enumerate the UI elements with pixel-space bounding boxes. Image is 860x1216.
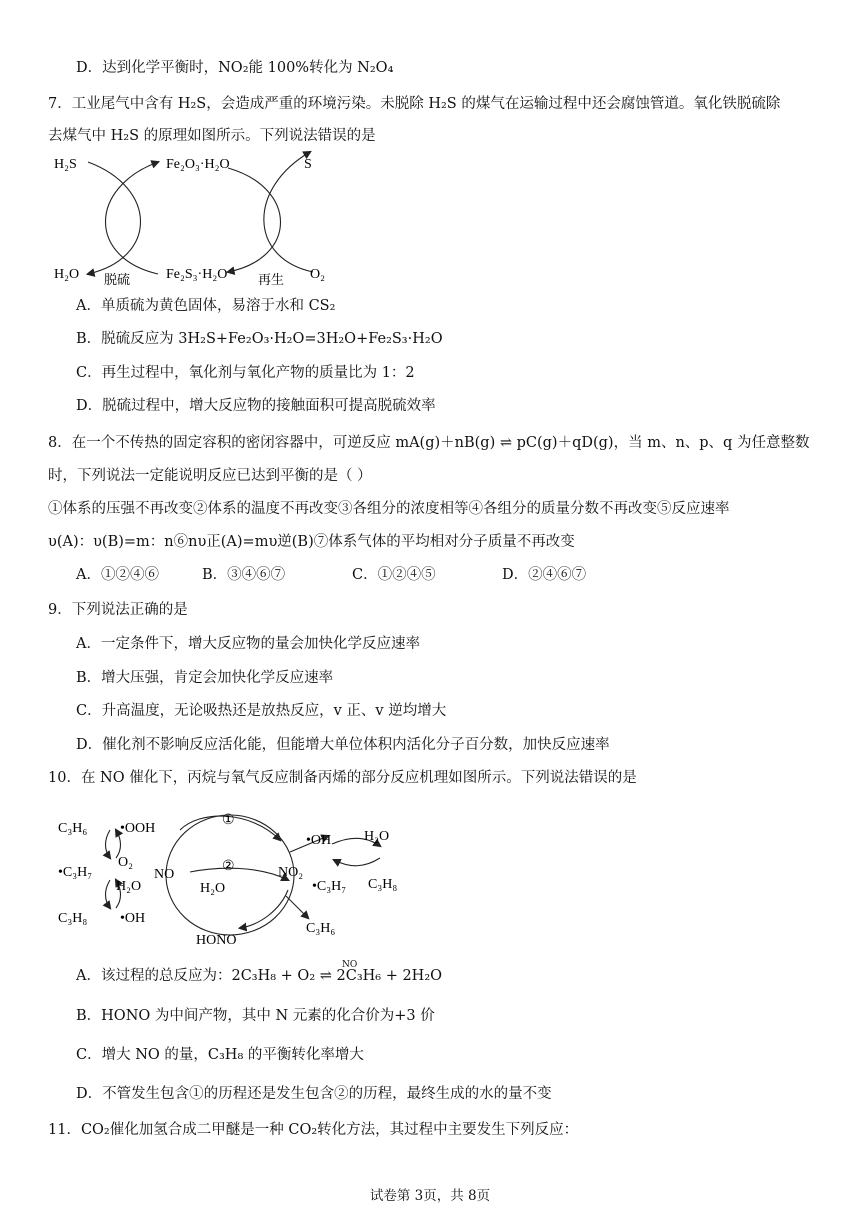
- path-1-marker: ①: [222, 813, 235, 828]
- q9-option-b: B．增大压强，肯定会加快化学反应速率: [76, 670, 334, 686]
- s-label: S: [304, 157, 312, 172]
- q7-option-b: B．脱硫反应为 3H₂S+Fe₂O₃·H₂O=3H₂O+Fe₂S₃·H₂O: [76, 331, 443, 347]
- c3h6-label-a: C₃H₆: [58, 821, 88, 836]
- c3h8-label-a: C₃H₈: [58, 911, 88, 926]
- fe2o3-label: Fe₂O₃·H₂O: [166, 157, 230, 172]
- c3h7-label-b: •C₃H₇: [312, 879, 347, 894]
- q8-stem-3: ①体系的压强不再改变②体系的温度不再改变③各组分的浓度相等④各组分的质量分数不再改变⑤反应速率: [48, 501, 730, 517]
- q10-option-b: B．HONO 为中间产物，其中 N 元素的化合价为+3 价: [76, 1008, 435, 1024]
- h2o-label-b: H₂O: [364, 829, 390, 844]
- q9-stem: 9．下列说法正确的是: [48, 602, 188, 618]
- q11-stem: 11．CO₂催化加氢合成二甲醚是一种 CO₂转化方法，其过程中主要发生下列反应：: [48, 1122, 579, 1138]
- q8-stem-2: 时，下列说法一定能说明反应已达到平衡的是（ ）: [48, 468, 372, 484]
- q9-option-d: D．催化剂不影响反应活化能，但能增大单位体积内活化分子百分数，加快反应速率: [76, 737, 610, 753]
- catalyst-no-label: NO: [342, 960, 358, 970]
- q10-stem: 10．在 NO 催化下，丙烷与氧气反应制备丙烯的部分反应机理如图所示。下列说法错误的是: [48, 770, 637, 786]
- c3h8-label-b: C₃H₈: [368, 877, 398, 892]
- q10-option-c: C．增大 NO 的量，C₃H₈ 的平衡转化率增大: [76, 1047, 364, 1063]
- hono-label: HONO: [196, 933, 237, 948]
- desulfurization-diagram: [48, 148, 348, 293]
- q7-stem-2: 去煤气中 H₂S 的原理如图所示。下列说法错误的是: [48, 128, 376, 144]
- q9-option-c: C．升高温度，无论吸热还是放热反应，v 正、v 逆均增大: [76, 703, 447, 719]
- o2-label-2: O₂: [118, 855, 133, 870]
- h2o-label: H₂O: [54, 267, 80, 282]
- page-footer: 试卷第 3页，共 8页: [369, 1188, 491, 1204]
- h2o-mid-label: H₂O: [200, 881, 226, 896]
- q8-option-d: D．②④⑥⑦: [502, 567, 587, 583]
- no2-label: NO₂: [278, 865, 304, 880]
- q10-option-a-text: A．该过程的总反应为：2C₃H₈ + O₂ ⇌ 2C₃H₆ + 2H₂O: [76, 968, 443, 984]
- q8-option-c: C．①②④⑤: [352, 567, 436, 583]
- q10-option-a: [76, 960, 443, 986]
- fe2s3-label: Fe₂S₃·H₂O: [166, 267, 228, 282]
- h2s-label: H₂S: [54, 157, 77, 172]
- oh-label-b: •OH: [306, 833, 332, 848]
- q8-stem-1: 8．在一个不传热的固定容积的密闭容器中，可逆反应 mA(g)＋nB(g) ⇌ pC(g)＋qD(g)，当 m、n、p、q 为任意整数: [48, 435, 810, 451]
- q9-option-a: A．一定条件下，增大反应物的量会加快化学反应速率: [76, 636, 420, 652]
- q8-option-a: A．①②④⑥: [76, 567, 159, 583]
- ooh-label: •OOH: [120, 821, 156, 836]
- q7-option-c: C．再生过程中，氧化剂与氧化产物的质量比为 1：2: [76, 365, 415, 381]
- q7-option-d: D．脱硫过程中，增大反应物的接触面积可提高脱硫效率: [76, 398, 436, 414]
- q8-option-b: B．③④⑥⑦: [202, 567, 286, 583]
- no-catalysis-mechanism-diagram: [50, 800, 470, 950]
- desulf-label: 脱硫: [104, 272, 131, 287]
- h2o-label-a: H₂O: [116, 879, 142, 894]
- oh-label-a: •OH: [120, 911, 146, 926]
- regen-label: 再生: [258, 272, 285, 287]
- q10-option-d: D．不管发生包含①的历程还是发生包含②的历程，最终生成的水的量不变: [76, 1086, 552, 1102]
- c3h7-label-a: •C₃H₇: [58, 865, 93, 880]
- o2-label: O₂: [310, 267, 325, 282]
- c3h6-label-b: C₃H₆: [306, 921, 336, 936]
- q7-stem-1: 7．工业尾气中含有 H₂S，会造成严重的环境污染。未脱除 H₂S 的煤气在运输过程中还会腐蚀管道。氧化铁脱硫除: [48, 96, 781, 112]
- path-2-marker: ②: [222, 859, 235, 874]
- q6-option-d: D．达到化学平衡时，NO₂能 100%转化为 N₂O₄: [76, 60, 394, 76]
- q7-option-a: A．单质硫为黄色固体，易溶于水和 CS₂: [76, 298, 336, 314]
- q8-stem-4: υ(A)：υ(B)=m：n⑥nυ正(A)=mυ逆(B)⑦体系气体的平均相对分子质量不再改变: [48, 534, 575, 550]
- no-label: NO: [154, 867, 175, 882]
